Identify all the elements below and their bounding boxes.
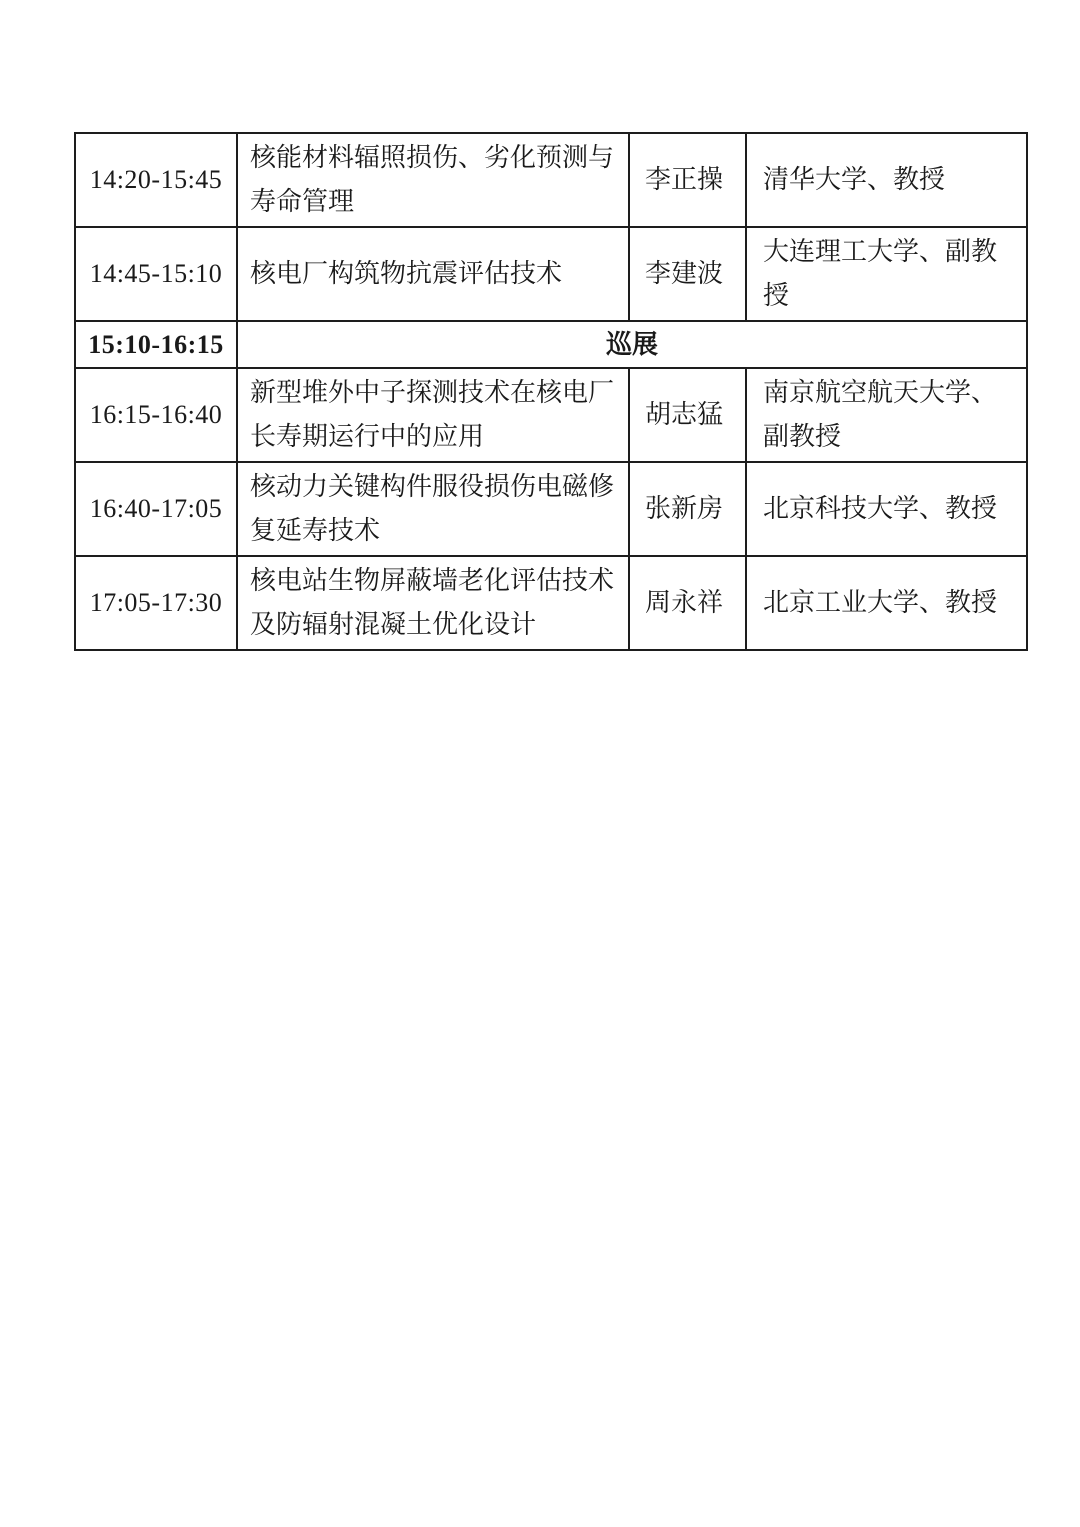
affiliation-cell: 南京航空航天大学、副教授 — [746, 368, 1027, 462]
speaker-cell: 李正操 — [629, 133, 746, 227]
time-cell: 16:40-17:05 — [75, 462, 237, 556]
time-cell: 14:20-15:45 — [75, 133, 237, 227]
topic-cell: 核电站生物屏蔽墙老化评估技术及防辐射混凝土优化设计 — [237, 556, 629, 650]
time-cell: 15:10-16:15 — [75, 321, 237, 368]
topic-cell: 核动力关键构件服役损伤电磁修复延寿技术 — [237, 462, 629, 556]
table-row — [75, 462, 1027, 556]
affiliation-cell: 大连理工大学、副教授 — [746, 227, 1027, 321]
affiliation-cell: 北京科技大学、教授 — [746, 462, 1027, 556]
table-row — [75, 556, 1027, 650]
table-row-break — [75, 321, 1027, 368]
topic-cell: 核能材料辐照损伤、劣化预测与寿命管理 — [237, 133, 629, 227]
time-cell: 17:05-17:30 — [75, 556, 237, 650]
table-row — [75, 227, 1027, 321]
topic-cell: 核电厂构筑物抗震评估技术 — [237, 227, 629, 321]
table-row — [75, 133, 1027, 227]
topic-cell: 新型堆外中子探测技术在核电厂长寿期运行中的应用 — [237, 368, 629, 462]
time-cell: 16:15-16:40 — [75, 368, 237, 462]
time-cell: 14:45-15:10 — [75, 227, 237, 321]
affiliation-cell: 清华大学、教授 — [746, 133, 1027, 227]
schedule-table — [74, 132, 1028, 651]
table-row — [75, 368, 1027, 462]
speaker-cell: 李建波 — [629, 227, 746, 321]
speaker-cell: 胡志猛 — [629, 368, 746, 462]
affiliation-cell: 北京工业大学、教授 — [746, 556, 1027, 650]
exhibition-tour-cell: 巡展 — [237, 321, 1027, 368]
speaker-cell: 张新房 — [629, 462, 746, 556]
speaker-cell: 周永祥 — [629, 556, 746, 650]
